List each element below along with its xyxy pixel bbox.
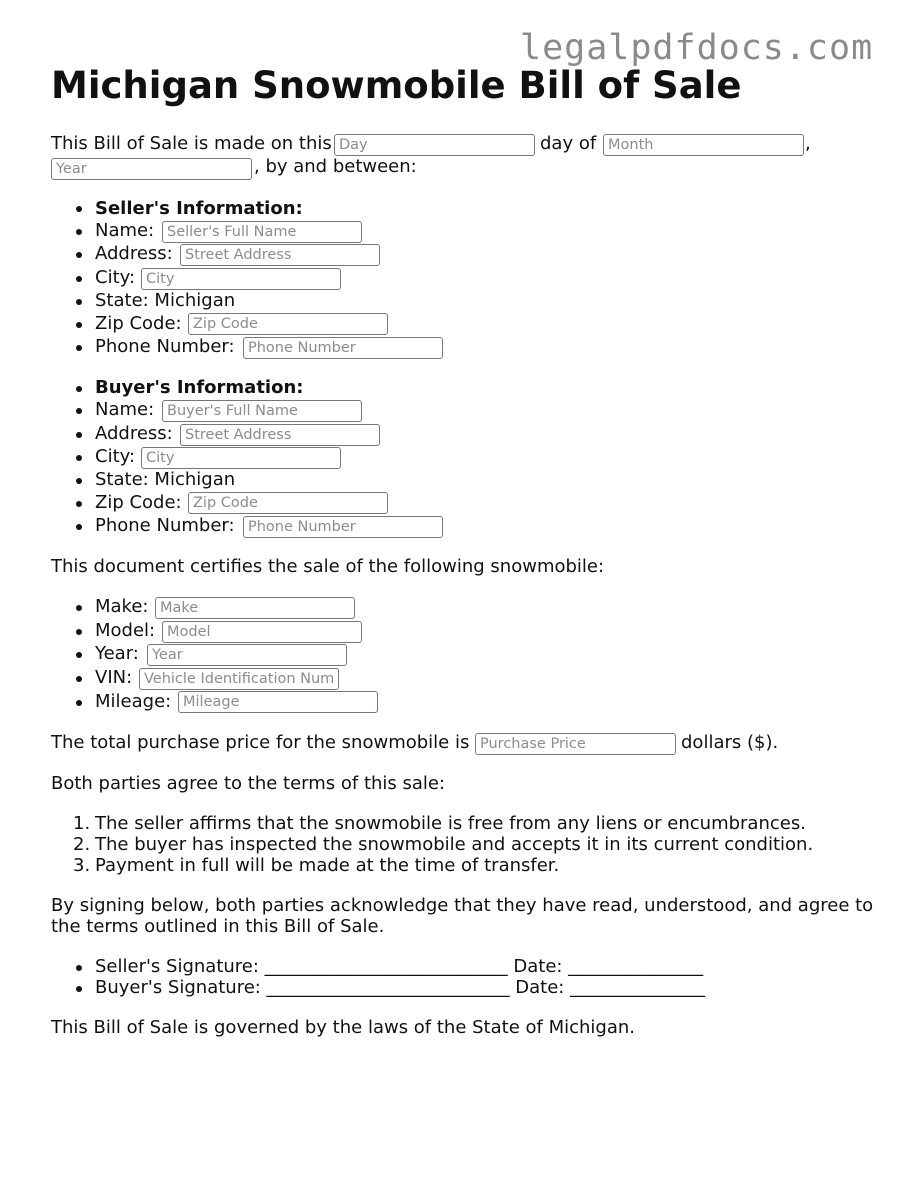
make-input[interactable] — [155, 597, 355, 619]
term-text: Payment in full will be made at the time of transfer. — [95, 855, 560, 876]
term-number: 1. — [73, 813, 91, 834]
acknowledge-text-line2: the terms outlined in this Bill of Sale. — [51, 916, 385, 937]
seller-address-input[interactable] — [180, 244, 380, 266]
certify-text: This document certifies the sale of the following snowmobile: — [51, 556, 605, 577]
seller-state-text: State: Michigan — [95, 290, 236, 311]
buyer-address-label: Address: — [95, 423, 173, 444]
buyer-signature-line: Buyer's Signature: ___________________________ Date: _______________ — [95, 977, 706, 998]
bullet — [76, 408, 82, 414]
bullet — [76, 652, 82, 658]
model-input[interactable] — [162, 621, 362, 643]
governed-text: This Bill of Sale is governed by the laws of the State of Michigan. — [51, 1017, 635, 1038]
seller-signature-line: Seller's Signature: ___________________________ Date: _______________ — [95, 956, 704, 977]
bullet — [76, 432, 82, 438]
seller-name-input[interactable] — [162, 221, 362, 243]
bullet — [76, 276, 82, 282]
term-number: 2. — [73, 834, 91, 855]
buyer-zip-label: Zip Code: — [95, 492, 182, 513]
buyer-phone-input[interactable] — [243, 516, 443, 538]
seller-zip-input[interactable] — [188, 313, 388, 335]
buyer-address-input[interactable] — [180, 424, 380, 446]
bullet — [76, 252, 82, 258]
bullet — [76, 965, 82, 971]
mileage-label: Mileage: — [95, 691, 172, 712]
buyer-state-text: State: Michigan — [95, 469, 236, 490]
agree-text: Both parties agree to the terms of this sale: — [51, 773, 446, 794]
buyer-city-input[interactable] — [141, 447, 341, 469]
buyer-name-input[interactable] — [162, 400, 362, 422]
bullet — [76, 986, 82, 992]
intro-comma: , — [805, 133, 811, 154]
seller-zip-label: Zip Code: — [95, 313, 182, 334]
watermark-logo: legalpdfdocs.com — [520, 28, 874, 68]
seller-city-label: City: — [95, 267, 136, 288]
seller-address-label: Address: — [95, 243, 173, 264]
bullet — [76, 206, 82, 212]
make-label: Make: — [95, 596, 149, 617]
term-number: 3. — [73, 855, 91, 876]
bullet — [76, 322, 82, 328]
seller-city-input[interactable] — [141, 268, 341, 290]
bullet — [76, 299, 82, 305]
bullet — [76, 676, 82, 682]
model-label: Model: — [95, 620, 156, 641]
bullet — [76, 700, 82, 706]
price-text-before: The total purchase price for the snowmobile is — [51, 732, 470, 753]
bullet — [76, 524, 82, 530]
buyer-phone-label: Phone Number: — [95, 515, 235, 536]
bullet — [76, 455, 82, 461]
buyer-city-label: City: — [95, 446, 136, 467]
vin-input[interactable] — [139, 668, 339, 690]
buyer-heading: Buyer's Information: — [95, 377, 304, 398]
seller-phone-input[interactable] — [243, 337, 443, 359]
page-title: Michigan Snowmobile Bill of Sale — [51, 64, 742, 107]
bullet — [76, 478, 82, 484]
buyer-zip-input[interactable] — [188, 492, 388, 514]
acknowledge-text-line1: By signing below, both parties acknowledge that they have read, understood, and agree to — [51, 895, 874, 916]
buyer-name-label: Name: — [95, 399, 155, 420]
bullet — [76, 345, 82, 351]
seller-phone-label: Phone Number: — [95, 336, 235, 357]
bullet — [76, 629, 82, 635]
year-input[interactable] — [147, 644, 347, 666]
term-text: The seller affirms that the snowmobile is free from any liens or encumbrances. — [95, 813, 806, 834]
bullet — [76, 501, 82, 507]
year-label: Year: — [95, 643, 139, 664]
purchase-price-input[interactable] — [475, 733, 676, 755]
bullet — [76, 229, 82, 235]
bullet — [76, 386, 82, 392]
intro-text-start: This Bill of Sale is made on this — [51, 133, 332, 154]
bullet — [76, 605, 82, 611]
intro-text-dayof: day of — [540, 133, 597, 154]
price-text-after: dollars ($). — [681, 732, 779, 753]
seller-name-label: Name: — [95, 220, 155, 241]
mileage-input[interactable] — [178, 691, 378, 713]
vin-label: VIN: — [95, 667, 133, 688]
intro-text-end: , by and between: — [254, 156, 417, 177]
sale-year-input[interactable] — [51, 158, 252, 180]
term-text: The buyer has inspected the snowmobile and accepts it in its current condition. — [95, 834, 814, 855]
sale-month-input[interactable] — [603, 134, 804, 156]
seller-heading: Seller's Information: — [95, 198, 303, 219]
sale-day-input[interactable] — [334, 134, 535, 156]
